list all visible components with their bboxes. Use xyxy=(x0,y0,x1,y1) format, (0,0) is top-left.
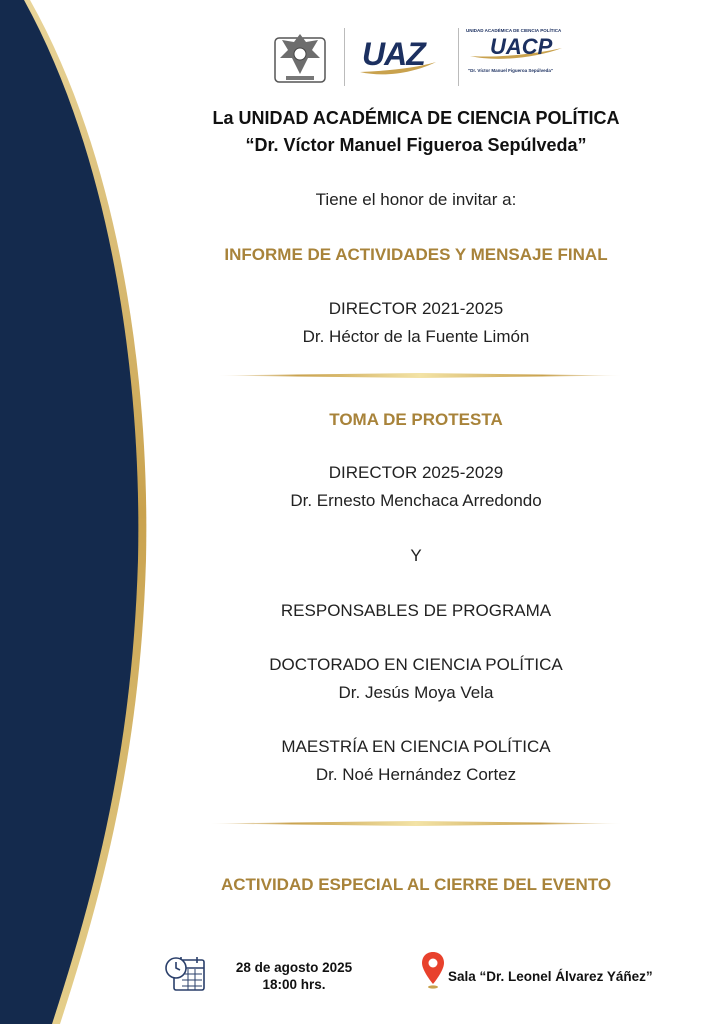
program1-title: DOCTORADO EN CIENCIA POLÍTICA xyxy=(269,655,563,674)
programs-heading: RESPONSABLES DE PROGRAMA xyxy=(280,601,552,620)
uacp-caption: UNIDAD ACADÉMICA DE CIENCIA POLÍTICA xyxy=(466,28,562,33)
uaz-logo-text: UAZ xyxy=(362,36,425,72)
uacp-logo-text: UACP xyxy=(490,34,553,59)
program1-name: Dr. Jesús Moya Vela xyxy=(338,683,494,702)
logo-separator xyxy=(458,28,459,86)
section2-name: Dr. Ernesto Menchaca Arredondo xyxy=(290,491,542,510)
calendar-clock-icon xyxy=(164,952,206,994)
event-datetime xyxy=(224,960,364,992)
section1-role: DIRECTOR 2021-2025 xyxy=(328,299,504,318)
conjunction-text: Y xyxy=(410,546,422,565)
program2-name: Dr. Noé Hernández Cortez xyxy=(315,765,517,784)
logo-separator xyxy=(344,28,345,86)
event-time: 18:00 hrs. xyxy=(262,977,326,992)
header-line-2: “Dr. Víctor Manuel Figueroa Sepúlveda” xyxy=(245,135,587,155)
section1-name: Dr. Héctor de la Fuente Limón xyxy=(302,327,530,346)
uacp-subcaption: "Dr. Víctor Manuel Figueroa Sepúlveda" xyxy=(468,68,554,73)
gold-divider-1 xyxy=(216,373,624,378)
section2-heading: TOMA DE PROTESTA xyxy=(329,410,503,429)
program2-title: MAESTRÍA EN CIENCIA POLÍTICA xyxy=(281,737,551,756)
section1-heading: INFORME DE ACTIVIDADES Y MENSAJE FINAL xyxy=(224,245,608,264)
logo-row xyxy=(168,28,664,88)
invite-text: Tiene el honor de invitar a: xyxy=(315,190,517,209)
header-line-1: La UNIDAD ACADÉMICA DE CIENCIA POLÍTICA xyxy=(212,108,620,128)
event-date: 28 de agosto 2025 xyxy=(235,960,353,975)
event-venue: Sala “Dr. Leonel Álvarez Yáñez” xyxy=(448,969,653,984)
closing-heading: ACTIVIDAD ESPECIAL AL CIERRE DEL EVENTO xyxy=(220,875,612,894)
section2-role: DIRECTOR 2025-2029 xyxy=(328,463,504,482)
university-seal-icon xyxy=(272,28,328,86)
uacp-logo xyxy=(466,28,566,86)
uaz-logo xyxy=(356,38,440,78)
gold-divider-2 xyxy=(208,821,624,826)
location-pin-icon xyxy=(420,950,446,990)
